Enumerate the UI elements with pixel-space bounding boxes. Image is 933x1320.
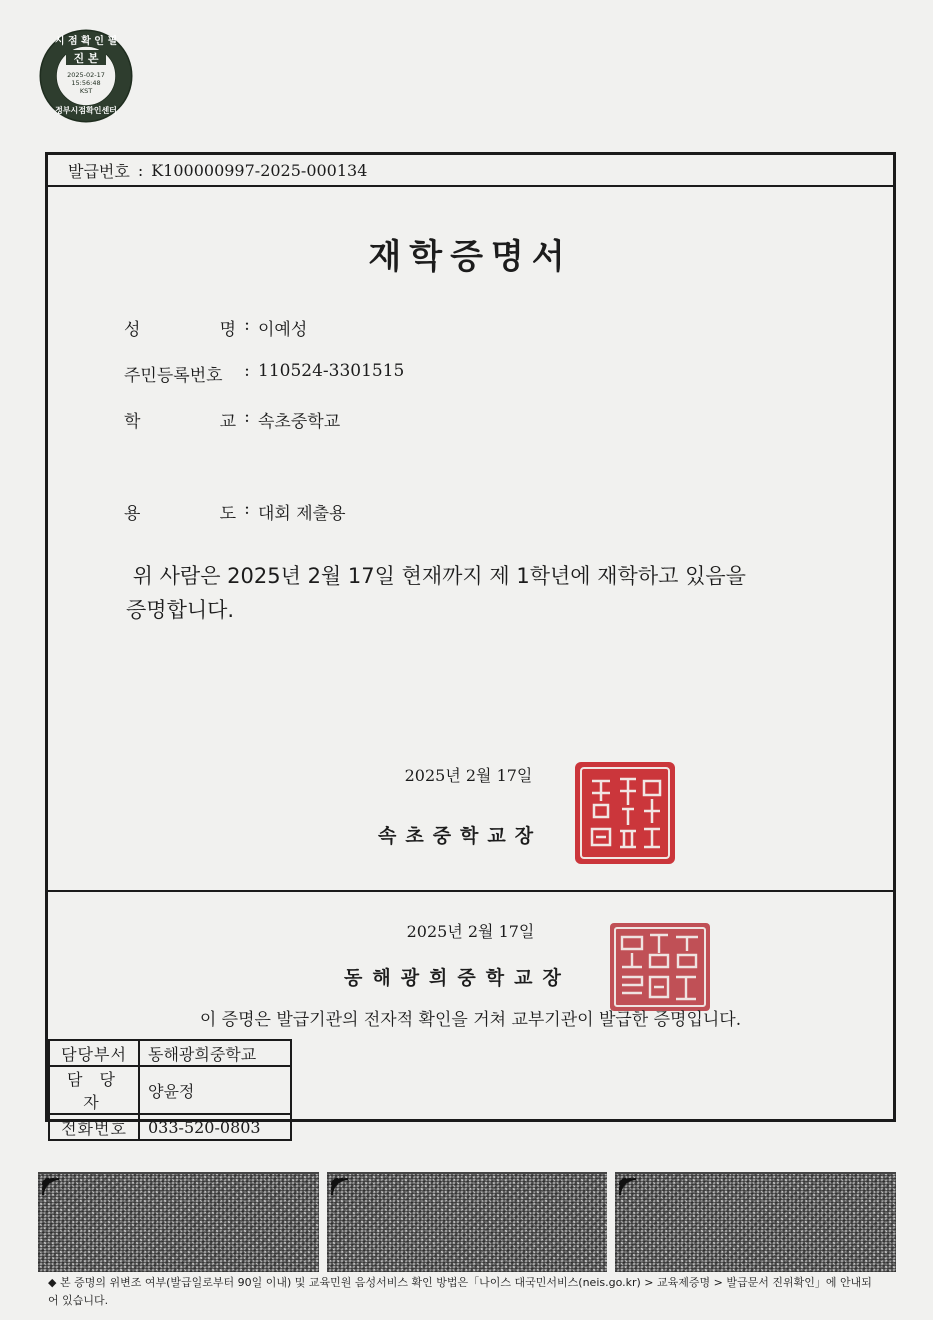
seal-time: 15:56:48	[71, 79, 101, 87]
field-name-value: 이예성	[258, 320, 308, 340]
audio-wave-icon	[40, 1176, 62, 1198]
field-school: 학 교 : 속초중학교	[124, 407, 341, 432]
verification-barcodes	[38, 1172, 896, 1272]
issue-number-row	[48, 155, 893, 187]
field-purpose-label-1: 용	[124, 504, 141, 524]
field-resident-number-value: 110524-3301515	[258, 361, 405, 381]
contact-person-value: 양윤정	[139, 1066, 291, 1114]
contact-phone-value: 033-520-0803	[139, 1114, 291, 1140]
field-purpose-label-2: 도	[219, 504, 236, 524]
confirm-principal: 동해광희중학교장	[344, 967, 571, 989]
authenticity-seal	[38, 28, 134, 124]
field-resident-number-label: 주민등록번호	[124, 366, 223, 386]
field-name: 성 명 : 이예성	[124, 315, 308, 340]
field-school-label-1: 학	[124, 412, 141, 432]
field-purpose-value: 대회 제출용	[258, 504, 346, 524]
contact-row-person	[49, 1066, 291, 1114]
certification-statement	[126, 559, 846, 627]
contact-row-phone	[49, 1114, 291, 1140]
field-resident-number: 주민등록번호 : 110524-3301515	[124, 361, 405, 386]
seal-center-text: 진 본	[73, 52, 99, 65]
contact-table	[48, 1039, 292, 1141]
contact-phone-label: 전화번호	[49, 1114, 139, 1140]
barcode-block	[327, 1172, 608, 1272]
statement-line-1: 위 사람은 2025년 2월 17일 현재까지 제 1학년에 재학하고 있음을	[126, 564, 746, 588]
seal-date: 2025-02-17	[67, 71, 105, 79]
confirm-date: 2025년 2월 17일	[406, 922, 535, 941]
issue-number-colon: :	[137, 160, 144, 180]
principal-seal-stamp	[572, 759, 678, 867]
issue-date: 2025년 2월 17일	[404, 766, 533, 785]
confirm-seal-stamp	[608, 921, 712, 1013]
issuer-principal: 속초중학교장	[378, 825, 543, 847]
barcode-block	[38, 1172, 319, 1272]
field-school-label-2: 교	[219, 412, 236, 432]
contact-department-label: 담당부서	[49, 1040, 139, 1066]
seal-tz: KST	[79, 87, 93, 95]
contact-row-department	[49, 1040, 291, 1066]
seal-bottom-text: 정부시점확인센터	[55, 106, 117, 115]
issue-number-value: K100000997-2025-000134	[151, 160, 368, 180]
audio-wave-icon	[617, 1176, 639, 1198]
section-divider	[48, 890, 893, 892]
field-school-value: 속초중학교	[258, 412, 341, 432]
audio-wave-icon	[329, 1176, 351, 1198]
field-purpose: 용 도 : 대회 제출용	[124, 499, 346, 524]
field-name-label-1: 성	[124, 320, 141, 340]
electronic-confirmation-statement: 이 증명은 발급기관의 전자적 확인을 거쳐 교부기관이 발급한 증명입니다.	[199, 1010, 742, 1030]
seal-top-text: 시 점 확 인 필	[54, 36, 118, 47]
issue-number-label: 발급번호	[68, 161, 130, 181]
contact-person-label: 담 당 자	[49, 1066, 139, 1114]
barcode-block	[615, 1172, 896, 1272]
document-title: 재학증명서	[368, 237, 573, 277]
statement-line-2: 증명합니다.	[126, 598, 235, 622]
field-name-label-2: 명	[219, 320, 236, 340]
contact-department-value: 동해광희중학교	[139, 1040, 291, 1066]
verification-notice: ◆ 본 증명의 위변조 여부(발급일로부터 90일 이내) 및 교육민원 음성서비스 확인 방법은「나이스 대국민서비스(neis.go.kr) > 교육제증명 > 발급문서 진위확인」에 안내되어 있습니다.	[48, 1276, 872, 1307]
certificate-frame	[45, 152, 896, 1138]
